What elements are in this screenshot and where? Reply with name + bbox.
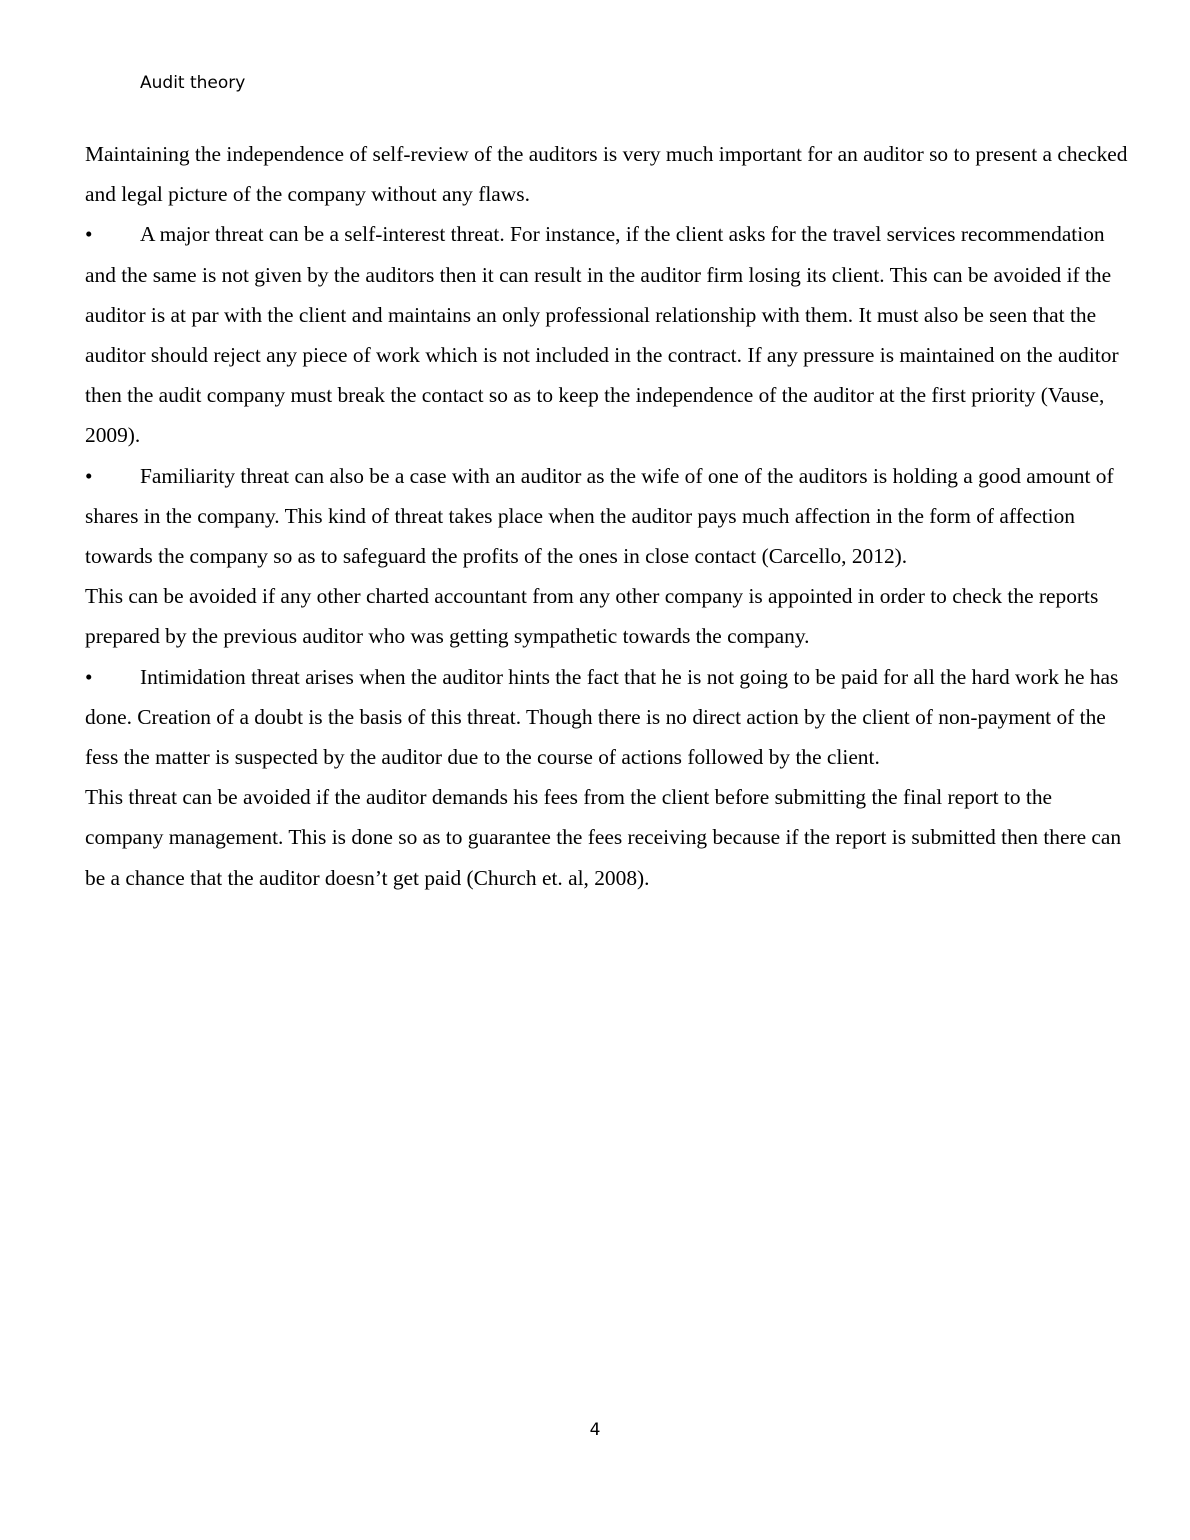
paragraph-intimidation-avoidance: This threat can be avoided if the auditor demands his fees from the client before submitting the final report to the company management. This is done so as to guarantee the fees receiving because if the report is submitted then there can be a chance that the auditor doesn’t get paid (Church et. al, 2008). [85,785,1122,890]
bullet-text: Intimidation threat arises when the auditor hints the fact that he is not going to be paid for all the hard work he has done. Creation of a doubt is the basis of this threat. Though there is no direct action by the client of non-payment of the fess the matter is suspected by the auditor due to the course of actions followed by the client. [85,664,1119,770]
bullet-text: A major threat can be a self-interest threat. For instance, if the client asks for the travel services recommendation and the same is not given by the auditors then it can result in the auditor firm losing its client. This can be avoided if the auditor is at par with the client and maintains an only professional relationship with them. It must also be seen that the auditor should reject any piece of work which is not included in the contract. If any pressure is maintained on the auditor then the audit company must break the contact so as to keep the independence of the auditor at the first priority (Vause, 2009). [85,222,1119,448]
bullet-item-familiarity [85,456,1133,577]
bullet-text: Familiarity threat can also be a case with an auditor as the wife of one of the auditors is holding a good amount of shares in the company. This kind of threat takes place when the auditor pays much affection in the form of affection towards the company so as to safeguard the profits of the ones in close contact (Carcello, 2012). [85,463,1114,569]
document-body [85,134,1133,898]
bullet-icon: • [85,463,93,488]
paragraph-familiarity-avoidance: This can be avoided if any other charted accountant from any other company is appointed in order to check the reports prepared by the previous auditor who was getting sympathetic towards the company. [85,584,1099,649]
bullet-item-self-interest [85,214,1133,455]
bullet-icon: • [85,664,93,689]
bullet-icon: • [85,222,93,247]
bullet-item-intimidation [85,657,1133,778]
paragraph-intro: Maintaining the independence of self-review of the auditors is very much important for an auditor so to present a checked and legal picture of the company without any flaws. [85,142,1128,207]
running-header: Audit theory [140,73,246,93]
page-number: 4 [589,1420,601,1440]
